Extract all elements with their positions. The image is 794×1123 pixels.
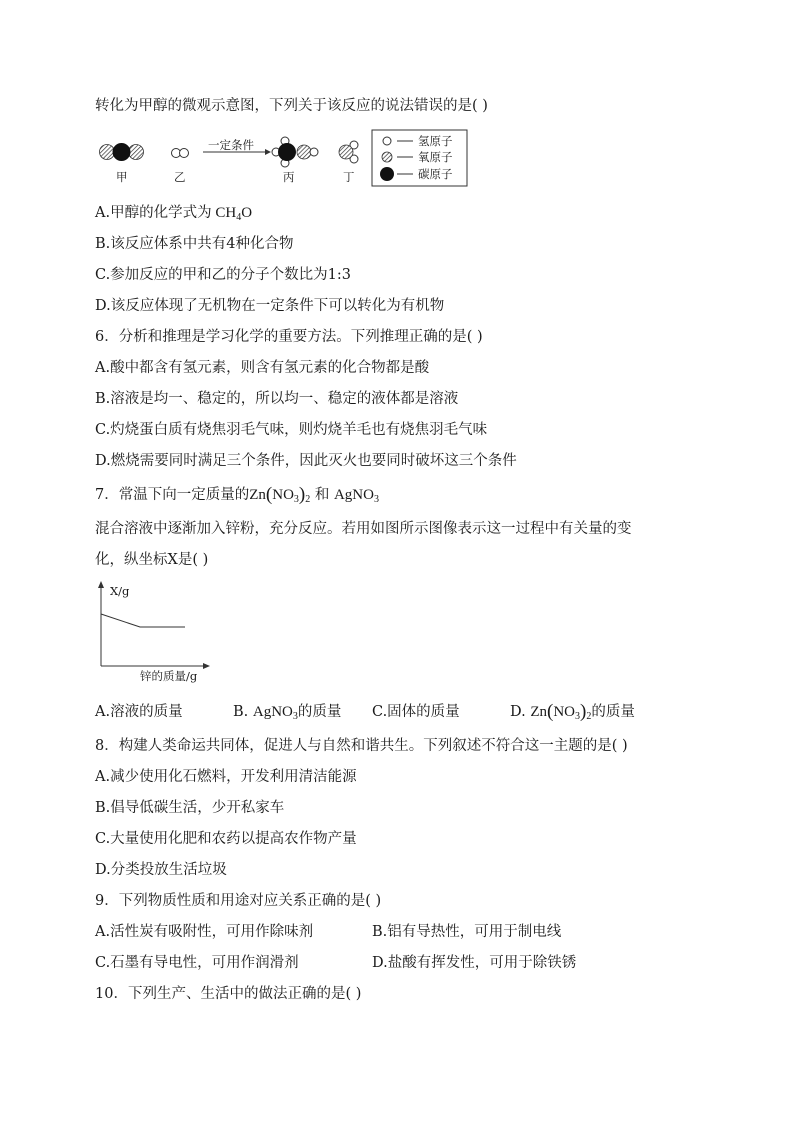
graph-x-label: 锌的质量/g [140,669,198,683]
q8-option-b: B.倡导低碳生活，少开私家车 [95,800,285,816]
q9-option-d: D.盐酸有挥发性，可用于除铁锈 [372,955,577,971]
legend-oxygen: 氧原子 [418,150,453,164]
q10-stem: 10．下列生产、生活中的做法正确的是( ) [95,986,362,1002]
legend-carbon: 碳原子 [418,167,453,181]
q7-option-d: D. $Zn(NO_3)_2$的质量 [510,701,635,722]
q7-option-c: C.固体的质量 [372,704,460,720]
q5-option-a: A.甲醇的化学式为 $CH_4O$ [95,205,253,223]
q5-option-b: B.该反应体系中共有4种化合物 [95,236,294,252]
q5-option-d: D.该反应体现了无机物在一定条件下可以转化为有机物 [95,298,445,314]
label-yi: 乙 [174,170,186,184]
q7-stem-line3: 化，纵坐标X是( ) [95,552,209,568]
q7-option-a: A.溶液的质量 [95,704,183,720]
q9-option-b: B.铝有导热性，可用于制电线 [372,924,562,940]
q7-stem: 7．常温下向一定质量的$Zn(NO_3)_2$ 和 AgNO$_3$ [95,484,379,505]
molecule-jia-icon [100,144,144,161]
q8-option-a: A.减少使用化石燃料，开发利用清洁能源 [95,769,357,785]
q6-option-c: C.灼烧蛋白质有烧焦羽毛气味，则灼烧羊毛也有烧焦羽毛气味 [95,422,488,438]
q8-option-c: C.大量使用化肥和农药以提高农作物产量 [95,831,357,847]
molecule-yi-icon [172,149,189,158]
q7-graph-curve [101,614,185,627]
q6-option-a: A.酸中都含有氢元素，则含有氢元素的化合物都是酸 [95,360,430,376]
q5-option-c: C.参加反应的甲和乙的分子个数比为1:3 [95,267,352,283]
q8-option-d: D.分类投放生活垃圾 [95,862,227,878]
molecule-bing-icon [272,137,318,167]
label-ding: 丁 [343,170,355,184]
molecule-ding-icon [339,141,358,163]
q6-option-b: B.溶液是均一、稳定的，所以均一、稳定的液体都是溶液 [95,391,459,407]
graph-y-label: X/g [110,584,130,598]
q5-stem: 转化为甲醇的微观示意图，下列关于该反应的说法错误的是( ) [95,98,488,114]
condition-label: 一定条件 [208,138,254,152]
q9-option-a: A.活性炭有吸附性，可用作除味剂 [95,924,314,940]
q9-stem: 9．下列物质性质和用途对应关系正确的是( ) [95,893,382,909]
q7-option-b: B. AgNO$_3$的质量 [233,704,342,722]
q7-stem-line2: 混合溶液中逐渐加入锌粉，充分反应。若用如图所示图像表示这一过程中有关量的变 [95,521,632,537]
legend-hydrogen: 氢原子 [418,134,453,148]
q6-stem: 6．分析和推理是学习化学的重要方法。下列推理正确的是( ) [95,329,483,345]
q9-option-c: C.石墨有导电性，可用作润滑剂 [95,955,299,971]
label-bing: 丙 [283,170,295,184]
q8-stem: 8．构建人类命运共同体，促进人与自然和谐共生。下列叙述不符合这一主题的是( ) [95,738,628,754]
q6-option-d: D.燃烧需要同时满足三个条件，因此灭火也要同时破坏这三个条件 [95,453,517,469]
label-jia: 甲 [116,170,128,184]
